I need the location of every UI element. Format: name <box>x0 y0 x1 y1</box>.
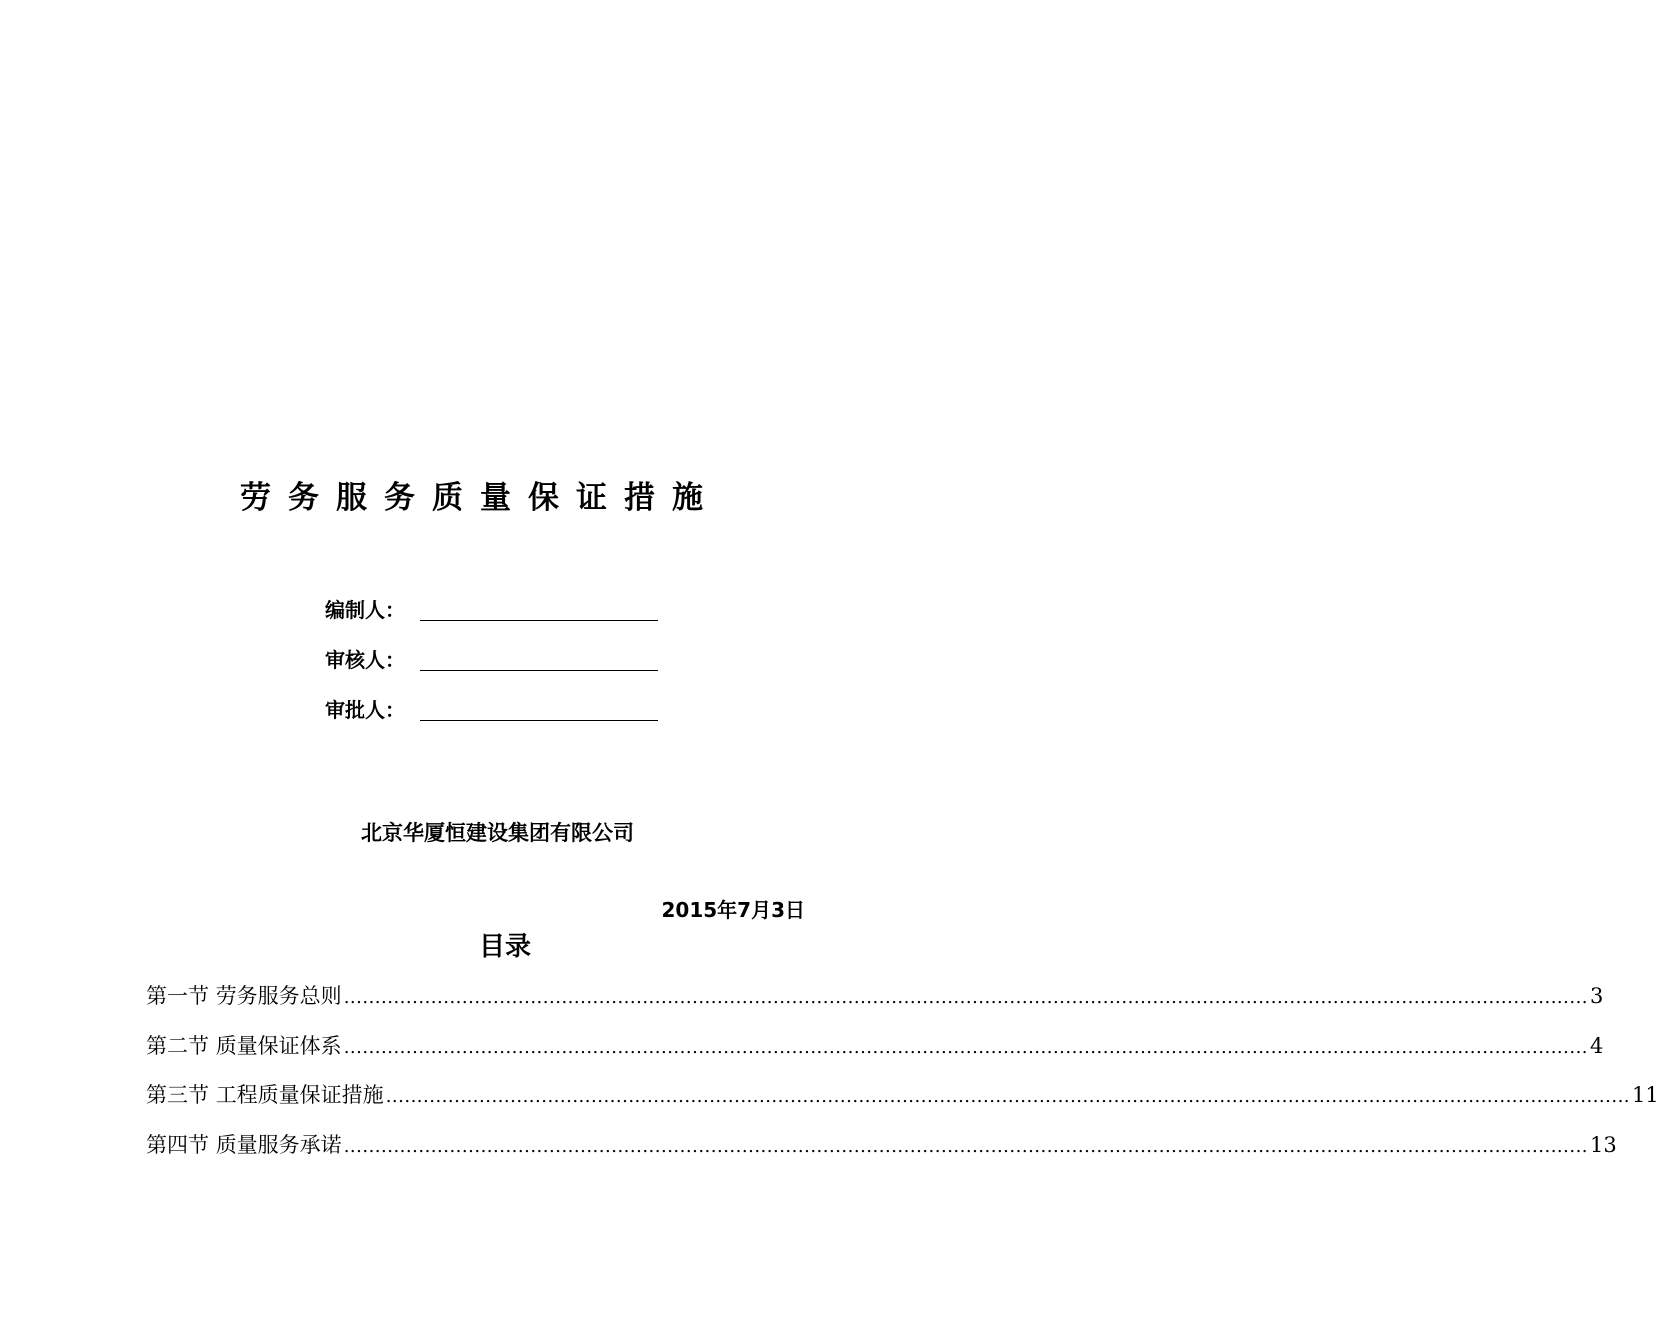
company-name: 北京华厦恒建设集团有限公司 <box>361 821 634 845</box>
document-date: 2015年7月3日 <box>661 898 805 922</box>
compiler-signature-line <box>420 620 658 621</box>
reviewer-label: 审核人： <box>325 648 405 672</box>
toc-section-title: 质量服务承诺 <box>215 1132 342 1157</box>
compiler-label: 编制人： <box>325 598 405 622</box>
toc-section-number: 第三节 <box>146 1083 209 1107</box>
toc-page-number: 3 <box>1590 984 1604 1008</box>
document-title: 劳务服务质量保证措施 <box>240 480 720 516</box>
toc-page-number: 13 <box>1590 1132 1617 1157</box>
approver-label: 审批人： <box>325 698 405 722</box>
toc-page-number: 11 <box>1632 1083 1659 1107</box>
toc-page-number: 4 <box>1590 1033 1604 1058</box>
toc-entry-label <box>146 980 342 1012</box>
toc-entry-label <box>146 1079 384 1111</box>
toc-section-title: 劳务服务总则 <box>215 984 342 1008</box>
toc-entry[interactable] <box>146 980 1604 1030</box>
toc-entry[interactable] <box>146 1030 1604 1080</box>
signature-row-reviewer <box>325 643 658 673</box>
toc-entry-label <box>146 1030 342 1062</box>
signature-row-compiler <box>325 593 658 623</box>
toc-section-number: 第二节 <box>146 1033 209 1058</box>
toc-entry-label <box>146 1129 342 1161</box>
toc-leader-dots: ........................................................................................................................................................................................................ <box>343 1135 1589 1157</box>
toc-section-title: 工程质量保证措施 <box>215 1083 384 1107</box>
toc-section-number: 第一节 <box>146 984 209 1008</box>
toc-leader-dots: ........................................................................................................................................................................................................ <box>343 987 1589 1008</box>
toc-leader-dots: ........................................................................................................................................................................................................ <box>385 1086 1631 1107</box>
table-of-contents <box>146 980 1659 1178</box>
toc-entry[interactable] <box>146 1079 1659 1129</box>
reviewer-signature-line <box>420 670 658 671</box>
toc-leader-dots: ........................................................................................................................................................................................................ <box>343 1036 1589 1058</box>
toc-heading: 目录 <box>478 932 531 962</box>
toc-section-number: 第四节 <box>146 1132 209 1157</box>
signature-row-approver <box>325 693 658 723</box>
approver-signature-line <box>420 720 658 721</box>
toc-section-title: 质量保证体系 <box>215 1033 342 1058</box>
toc-entry[interactable] <box>146 1129 1617 1179</box>
